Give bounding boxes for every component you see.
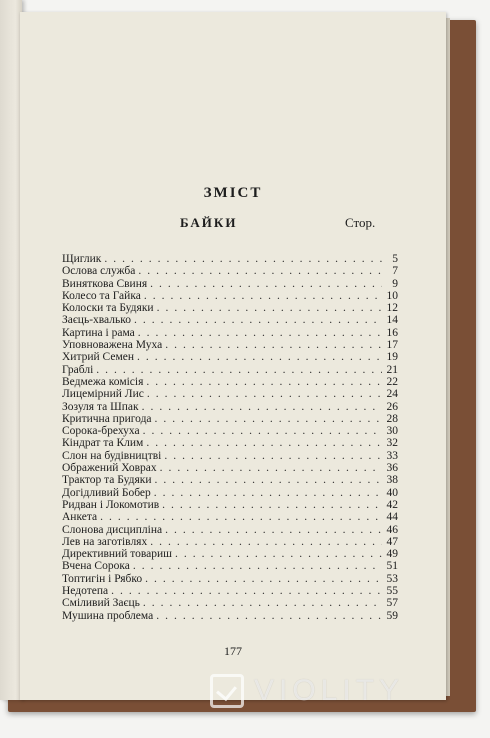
dot-leader [154,302,382,314]
toc-entry-title: Топтигін і Рябко [62,572,143,585]
toc-entry-title: Ображений Ховрах [62,462,157,475]
watermark-text: VIOLITY [254,674,405,707]
dot-leader [135,265,382,277]
toc-entry-title: Критична пригода [62,412,152,425]
toc-entry-page: 26 [386,400,398,413]
dot-leader [131,314,382,326]
toc-entry-page: 53 [386,572,398,585]
toc-entry-page: 5 [392,253,398,265]
toc-entry-title: Кіндрат та Клим [62,437,144,450]
dot-leader [142,573,382,585]
toc-entry-page: 42 [386,498,398,511]
dot-leader [161,450,382,462]
toc-entry-title: Догідливий Бобер [62,486,151,499]
toc-entry-page: 55 [386,585,398,598]
dot-leader [151,487,382,499]
violity-watermark [210,670,470,712]
toc-entry [62,364,398,376]
toc-entry-title: Щиглик [62,253,102,265]
dot-leader [153,610,382,622]
dot-leader [143,437,382,449]
toc-entry-title: Заєць-хвалько [62,314,131,327]
toc-entry-title: Анкета [62,511,98,524]
toc-entry-title: Ридван і Локомотив [62,498,160,511]
toc-entry [62,302,398,314]
toc-entry [62,462,398,474]
toc-entry [62,450,398,462]
toc-entry-title: Слонова дисципліна [62,523,163,536]
toc-entry-page: 49 [386,548,398,561]
toc-entry [62,290,398,302]
toc-entry [62,573,398,585]
toc-entry-page: 17 [386,339,398,352]
dot-leader [172,548,382,560]
toc-entry-page: 59 [386,609,398,622]
dot-leader [147,278,382,290]
dot-leader [140,597,382,609]
toc-entry-title: Винятковa Свиня [62,277,148,290]
toc-entry [62,597,398,609]
dot-leader [93,364,382,376]
toc-entry [62,339,398,351]
toc-entry-page: 57 [386,597,398,610]
check-square-icon [210,674,244,708]
toc-entry-title: Картина і рама [62,326,135,339]
toc-entry-page: 44 [386,511,398,524]
dot-leader [97,511,382,523]
toc-entry-title: Вчена Сорока [62,560,130,573]
toc-entry-page: 51 [386,560,398,573]
toc-entry [62,351,398,363]
toc-entry [62,560,398,572]
dot-leader [140,425,382,437]
toc-entry-title: Ослова служба [62,265,136,278]
toc-entry [62,610,398,622]
toc-entry-page: 32 [386,437,398,450]
toc-entry [62,524,398,536]
dot-leader [134,351,382,363]
toc-entry-title: Колесо та Гайка [62,289,141,302]
dot-leader [108,585,382,597]
contents-page [20,12,446,700]
dot-leader [152,413,382,425]
toc-entry-page: 24 [386,388,398,401]
dot-leader [147,536,382,548]
dot-leader [162,339,382,351]
toc-entry-page: 30 [386,425,398,438]
toc-entry-page: 47 [386,535,398,548]
toc-entry-page: 19 [386,351,398,364]
toc-entry-title: Уповноважена Муха [62,339,163,352]
toc-entry-title: Мушина проблема [62,609,154,622]
toc-entry-page: 46 [386,523,398,536]
toc-entry-page: 38 [386,474,398,487]
toc-entry [62,585,398,597]
toc-entry-title: Колоски та Будяки [62,302,154,315]
toc-entry-title: Сміливий Заєць [62,597,140,610]
toc-entry-page: 16 [386,326,398,339]
toc-entry-page: 40 [386,486,398,499]
toc-entry [62,548,398,560]
toc-entry-page: 7 [392,265,398,278]
toc-entry-title: Ведмежа комісія [62,375,144,388]
dot-leader [130,560,382,572]
table-of-contents [62,253,398,622]
toc-entry [62,253,398,265]
book-page [20,12,446,700]
dot-leader [143,376,382,388]
toc-entry-title: Граблі [62,363,94,376]
page-column-label: Стор. [345,215,376,230]
toc-entry [62,425,398,437]
toc-entry-title: Хитрий Семен [62,351,135,364]
toc-entry [62,401,398,413]
toc-entry-title: Зозуля та Шпак [62,400,139,413]
toc-entry-title: Сорока-брехуха [62,425,140,438]
toc-entry [62,278,398,290]
toc-entry-title: Лев на заготівлях [62,535,148,548]
toc-entry-page: 9 [392,277,398,290]
toc-entry-title: Недотепа [62,585,109,598]
dot-leader [152,474,383,486]
contents-title: ЗМІСТ [203,185,263,201]
toc-entry-page: 36 [386,462,398,475]
toc-entry-page: 22 [386,375,398,388]
toc-entry [62,511,398,523]
toc-entry [62,265,398,277]
toc-entry-page: 10 [386,289,398,302]
toc-entry [62,499,398,511]
toc-entry [62,388,398,400]
toc-entry [62,327,398,339]
toc-entry-page: 12 [386,302,398,315]
cover-flap [0,0,22,700]
dot-leader [135,327,382,339]
toc-entry [62,314,398,326]
dot-leader [144,388,382,400]
toc-entry-page: 33 [386,449,398,462]
dot-leader [141,290,382,302]
toc-entry [62,376,398,388]
toc-entry-title: Трактор та Будяки [62,474,152,487]
dot-leader [159,499,382,511]
toc-entry-page: 28 [386,412,398,425]
dot-leader [101,253,382,265]
toc-entry-title: Директивний товариш [62,548,173,561]
dot-leader [139,401,382,413]
toc-entry [62,474,398,486]
toc-entry [62,437,398,449]
toc-entry-page: 21 [386,363,398,376]
toc-entry-title: Лицемірний Лис [62,388,144,401]
toc-entry [62,413,398,425]
toc-entry [62,487,398,499]
toc-entry [62,536,398,548]
toc-entry-page: 14 [386,314,398,327]
dot-leader [157,462,382,474]
section-heading: БАЙКИ [180,215,238,230]
dot-leader [162,524,382,536]
page-number: 177 [224,644,242,658]
toc-entry-title: Слон на будівництві [62,449,162,462]
